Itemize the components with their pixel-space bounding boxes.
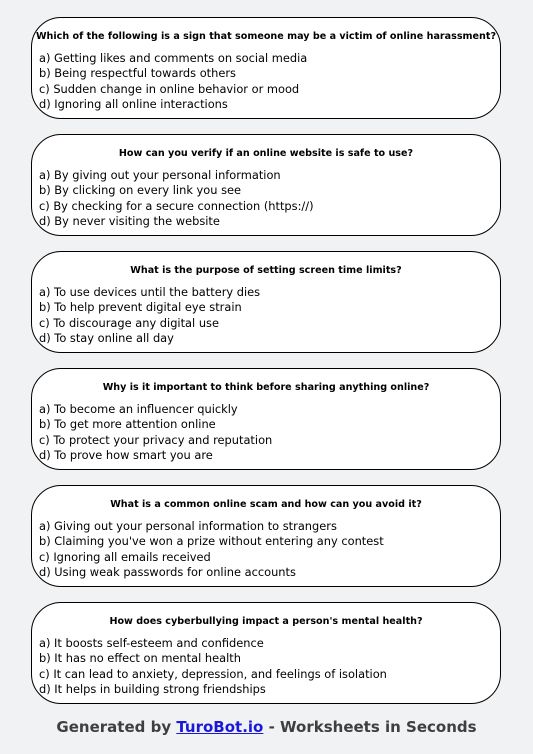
card-5 [31, 485, 501, 587]
option-a: a) Giving out your personal information to strangers [39, 519, 337, 533]
card-6 [31, 602, 501, 704]
question-text: How can you verify if an online website is safe to use? [118, 148, 414, 159]
question-text: What is a common online scam and how can you avoid it? [110, 499, 422, 510]
footer-prefix: Generated by [56, 718, 177, 736]
options-list [39, 168, 314, 229]
option-d: d) To prove how smart you are [39, 447, 213, 462]
question-text: Which of the following is a sign that someone may be a victim of online harassment? [35, 31, 497, 42]
option-c: c) To protect your privacy and reputation [39, 432, 273, 447]
option-b: b) By clicking on every link you see [39, 183, 242, 198]
card-1 [31, 17, 501, 119]
options-list [39, 636, 387, 697]
options-list [39, 402, 272, 463]
card-2 [31, 134, 501, 236]
question-text: Why is it important to think before sharing anything online? [102, 382, 430, 393]
option-b: b) Claiming you've won a prize without entering any contest [39, 534, 384, 549]
option-b: b) To get more attention online [39, 417, 216, 432]
option-b: b) It has no effect on mental health [39, 651, 241, 666]
turobot-link[interactable]: TuroBot.io [176, 718, 264, 736]
option-a: a) To become an influencer quickly [39, 402, 238, 416]
footer [0, 718, 533, 736]
option-d: d) Using weak passwords for online accounts [39, 564, 296, 579]
option-c: c) It can lead to anxiety, depression, and feelings of isolation [39, 666, 387, 681]
options-list [39, 519, 384, 580]
option-a: a) Getting likes and comments on social media [39, 51, 308, 65]
option-d: d) By never visiting the website [39, 213, 220, 228]
option-d: d) Ignoring all online interactions [39, 96, 228, 111]
card-3 [31, 251, 501, 353]
options-list [39, 285, 260, 346]
footer-suffix: - Worksheets in Seconds [263, 718, 477, 736]
option-b: b) Being respectful towards others [39, 66, 236, 81]
option-a: a) By giving out your personal information [39, 168, 281, 182]
option-d: d) To stay online all day [39, 330, 174, 345]
option-a: a) To use devices until the battery dies [39, 285, 261, 299]
card-4 [31, 368, 501, 470]
option-c: c) Ignoring all emails received [39, 549, 211, 564]
option-d: d) It helps in building strong friendships [39, 681, 266, 696]
option-c: c) By checking for a secure connection (https://) [39, 198, 314, 213]
option-c: c) To discourage any digital use [39, 315, 219, 330]
question-text: What is the purpose of setting screen time limits? [130, 265, 402, 276]
option-a: a) It boosts self-esteem and confidence [39, 636, 264, 650]
option-c: c) Sudden change in online behavior or mood [39, 81, 300, 96]
option-b: b) To help prevent digital eye strain [39, 300, 242, 315]
options-list [39, 51, 307, 112]
question-text: How does cyberbullying impact a person's mental health? [109, 616, 423, 627]
